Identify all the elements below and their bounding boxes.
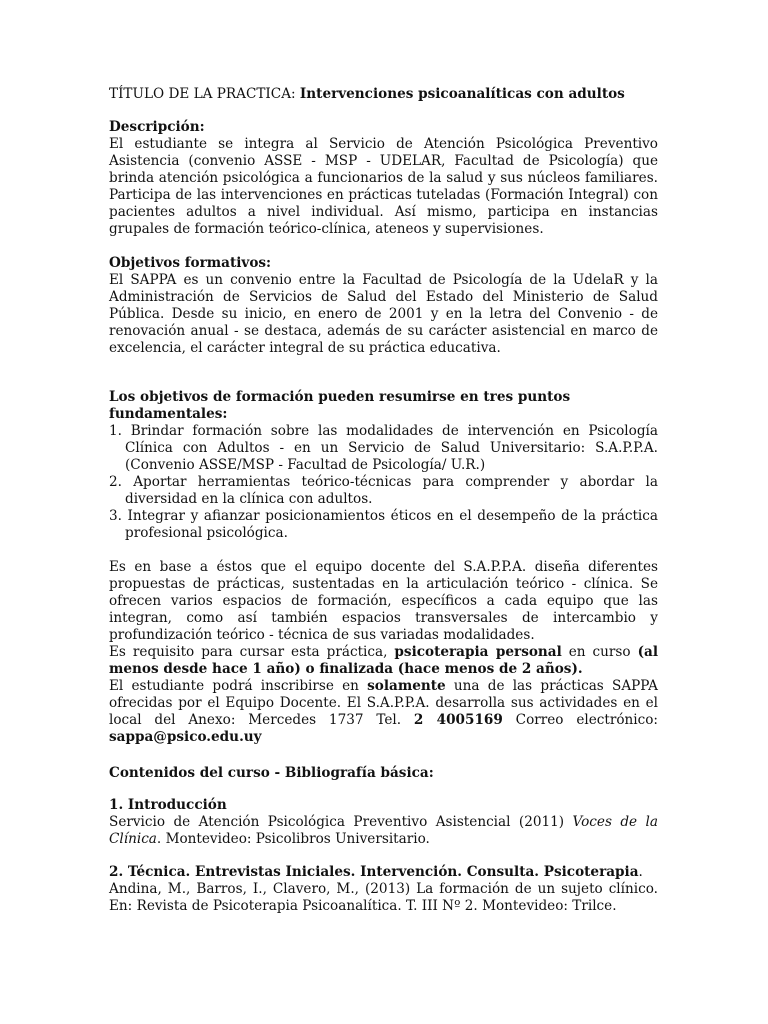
formacion-heading: Los objetivos de formación pueden resumirse en tres puntos fundamentales: bbox=[109, 389, 571, 422]
descripcion-heading: Descripción: bbox=[109, 119, 205, 135]
list-item: 1. Brindar formación sobre las modalidades de intervención en Psicología Clínica con Adultos - en un Servicio de Salud Universitario: S.A.P.P.A. (Convenio ASSE/MSP - Facultad de Psicología/ U.R.) bbox=[109, 423, 658, 473]
propuestas-text: Es en base a éstos que el equipo docente del S.A.P.P.A. diseña diferentes propuestas de prácticas, sustentadas en la articulación teórico - clínica. Se ofrecen varios espacios de formación, específicos a cada equipo que las integran, como así también espacios transversales de intercambio y profundización teórico - técnica de sus variadas modalidades. bbox=[109, 559, 658, 643]
requisito-text: Es requisito para cursar esta práctica, psicoterapia personal en curso (al menos desde hace 1 año) o finalizada (hace menos de 2 años). bbox=[109, 644, 658, 677]
list-item: 3. Integrar y afianzar posicionamientos éticos en el desempeño de la práctica profesional psicológica. bbox=[109, 508, 658, 541]
phone-number: 2 4005169 bbox=[413, 712, 503, 728]
formacion-list bbox=[109, 423, 658, 542]
objetivos-heading: Objetivos formativos: bbox=[109, 255, 272, 271]
title-value: Intervenciones psicoanalíticas con adultos bbox=[299, 86, 625, 102]
section-2-heading: 2. Técnica. Entrevistas Iniciales. Intervención. Consulta. Psicoterapia. bbox=[109, 864, 643, 880]
title-label: TÍTULO DE LA PRACTICA: bbox=[109, 86, 300, 102]
inscripcion-text: El estudiante podrá inscribirse en solamente una de las prácticas SAPPA ofrecidas por el Equipo Docente. El S.A.P.P.A. desarrolla sus actividades en el local del Anexo: Mercedes 1737 Tel. 2 4005169 Correo electrónico: sappa@psico.edu.uy bbox=[109, 678, 658, 745]
propuestas-section bbox=[109, 559, 658, 746]
descripcion-text: El estudiante se integra al Servicio de Atención Psicológica Preventivo Asistencia (convenio ASSE - MSP - UDELAR, Facultad de Psicología) que brinda atención psicológica a funcionarios de la salud y sus núcleos familiares. Participa de las intervenciones en prácticas tuteladas (Formación Integral) con pacientes adultos a nivel individual. Así mismo, participa en instancias grupales de formación teórico-clínica, ateneos y supervisiones. bbox=[109, 136, 658, 237]
section-1-heading: 1. Introducción bbox=[109, 797, 227, 813]
contenidos-heading: Contenidos del curso - Bibliografía básica: bbox=[109, 765, 434, 781]
objetivos-text: El SAPPA es un convenio entre la Facultad de Psicología de la UdelaR y la Administración de Servicios de Salud del Estado del Ministerio de Salud Pública. Desde su inicio, en enero de 2001 y en la letra del Convenio - de renovación anual - se destaca, además de su carácter asistencial en marco de excelencia, el carácter integral de su práctica educativa. bbox=[109, 272, 658, 356]
practice-title bbox=[109, 86, 658, 103]
email-address: sappa@psico.edu.uy bbox=[109, 729, 262, 745]
section-2-reference: Andina, M., Barros, I., Clavero, M., (2013) La formación de un sujeto clínico. En: Revista de Psicoterapia Psicoanalítica. T. III Nº 2. Montevideo: Trilce. bbox=[109, 881, 658, 914]
list-item: 2. Aportar herramientas teórico-técnicas para comprender y abordar la diversidad en la clínica con adultos. bbox=[109, 474, 658, 507]
section-1-reference: Servicio de Atención Psicológica Preventivo Asistencial (2011) Voces de la Clínica. Montevideo: Psicolibros Universitario. bbox=[109, 814, 658, 847]
